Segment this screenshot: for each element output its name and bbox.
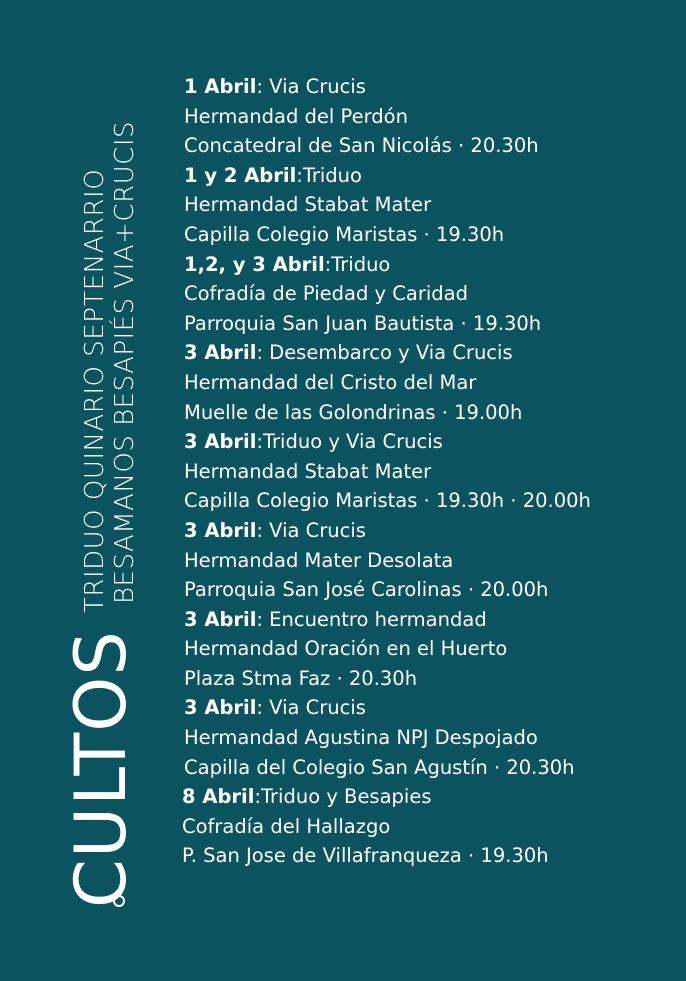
event-type: : Via Crucis bbox=[256, 518, 366, 542]
event-type: :Triduo bbox=[296, 163, 362, 187]
event-date: 3 Abril bbox=[184, 341, 257, 365]
event-entry bbox=[184, 605, 674, 694]
ordinal-mark bbox=[113, 895, 125, 907]
event-type: : Via Crucis bbox=[256, 75, 366, 98]
event-entry bbox=[184, 250, 674, 339]
event-place: Capilla Colegio Maristas · 19.30h bbox=[184, 222, 505, 246]
event-group: Cofradía de Piedad y Caridad bbox=[184, 282, 468, 306]
event-entry bbox=[184, 338, 674, 427]
event-place: Capilla Colegio Maristas · 19.30h · 20.00h bbox=[184, 489, 591, 513]
event-group: Hermandad Stabat Mater bbox=[184, 193, 432, 217]
event-group: Cofradía del Hallazgo bbox=[182, 814, 391, 838]
event-date: 3 Abril bbox=[184, 696, 257, 720]
event-group: Hermandad del Perdón bbox=[184, 104, 408, 128]
event-type: : Encuentro hermandad bbox=[256, 607, 487, 631]
event-entry bbox=[184, 72, 674, 161]
event-date: 3 Abril bbox=[184, 607, 257, 631]
event-place: Concatedral de San Nicolás · 20.30h bbox=[184, 134, 539, 158]
event-type: :Triduo bbox=[324, 252, 391, 276]
event-type: : Via Crucis bbox=[256, 696, 366, 720]
event-group: Hermandad del Cristo del Mar bbox=[184, 370, 477, 394]
event-entry bbox=[182, 782, 674, 871]
event-type: :Triduo y Besapies bbox=[254, 785, 432, 809]
event-date: 3 Abril bbox=[184, 518, 257, 542]
event-date: 1,2, y 3 Abril bbox=[184, 252, 325, 276]
event-list bbox=[184, 72, 674, 871]
event-date: 3 Abril bbox=[184, 430, 257, 454]
event-place: Plaza Stma Faz · 20.30h bbox=[184, 666, 418, 690]
event-date: 1 y 2 Abril bbox=[184, 163, 297, 187]
side-line-1: TRIDUO QUINARIO SEPTENARRIO bbox=[80, 168, 110, 613]
event-place: P. San Jose de Villafranqueza · 19.30h bbox=[182, 844, 549, 868]
event-entry bbox=[184, 427, 674, 516]
event-type: :Triduo y Via Crucis bbox=[256, 430, 443, 454]
cultos-title: CULTOS bbox=[60, 630, 142, 908]
event-place: Parroquia San José Carolinas · 20.00h bbox=[184, 578, 549, 602]
event-entry bbox=[184, 516, 674, 605]
event-date: 1 Abril bbox=[184, 75, 257, 98]
event-entry bbox=[184, 693, 674, 782]
event-place: Capilla del Colegio San Agustín · 20.30h bbox=[184, 755, 575, 779]
event-group: Hermandad Stabat Mater bbox=[184, 459, 432, 483]
event-type: : Desembarco y Via Crucis bbox=[256, 341, 513, 365]
event-date: 8 Abril bbox=[182, 785, 255, 809]
event-group: Hermandad Agustina NPJ Despojado bbox=[184, 726, 538, 750]
side-line-2: BESAMANOS BESAPIÉS VIA+CRUCIS bbox=[110, 121, 140, 604]
event-place: Parroquia San Juan Bautista · 19.30h bbox=[184, 311, 542, 335]
event-place: Muelle de las Golondrinas · 19.00h bbox=[184, 400, 523, 424]
event-entry bbox=[184, 161, 674, 250]
event-group: Hermandad Oración en el Huerto bbox=[184, 637, 508, 661]
event-group: Hermandad Mater Desolata bbox=[184, 548, 454, 572]
